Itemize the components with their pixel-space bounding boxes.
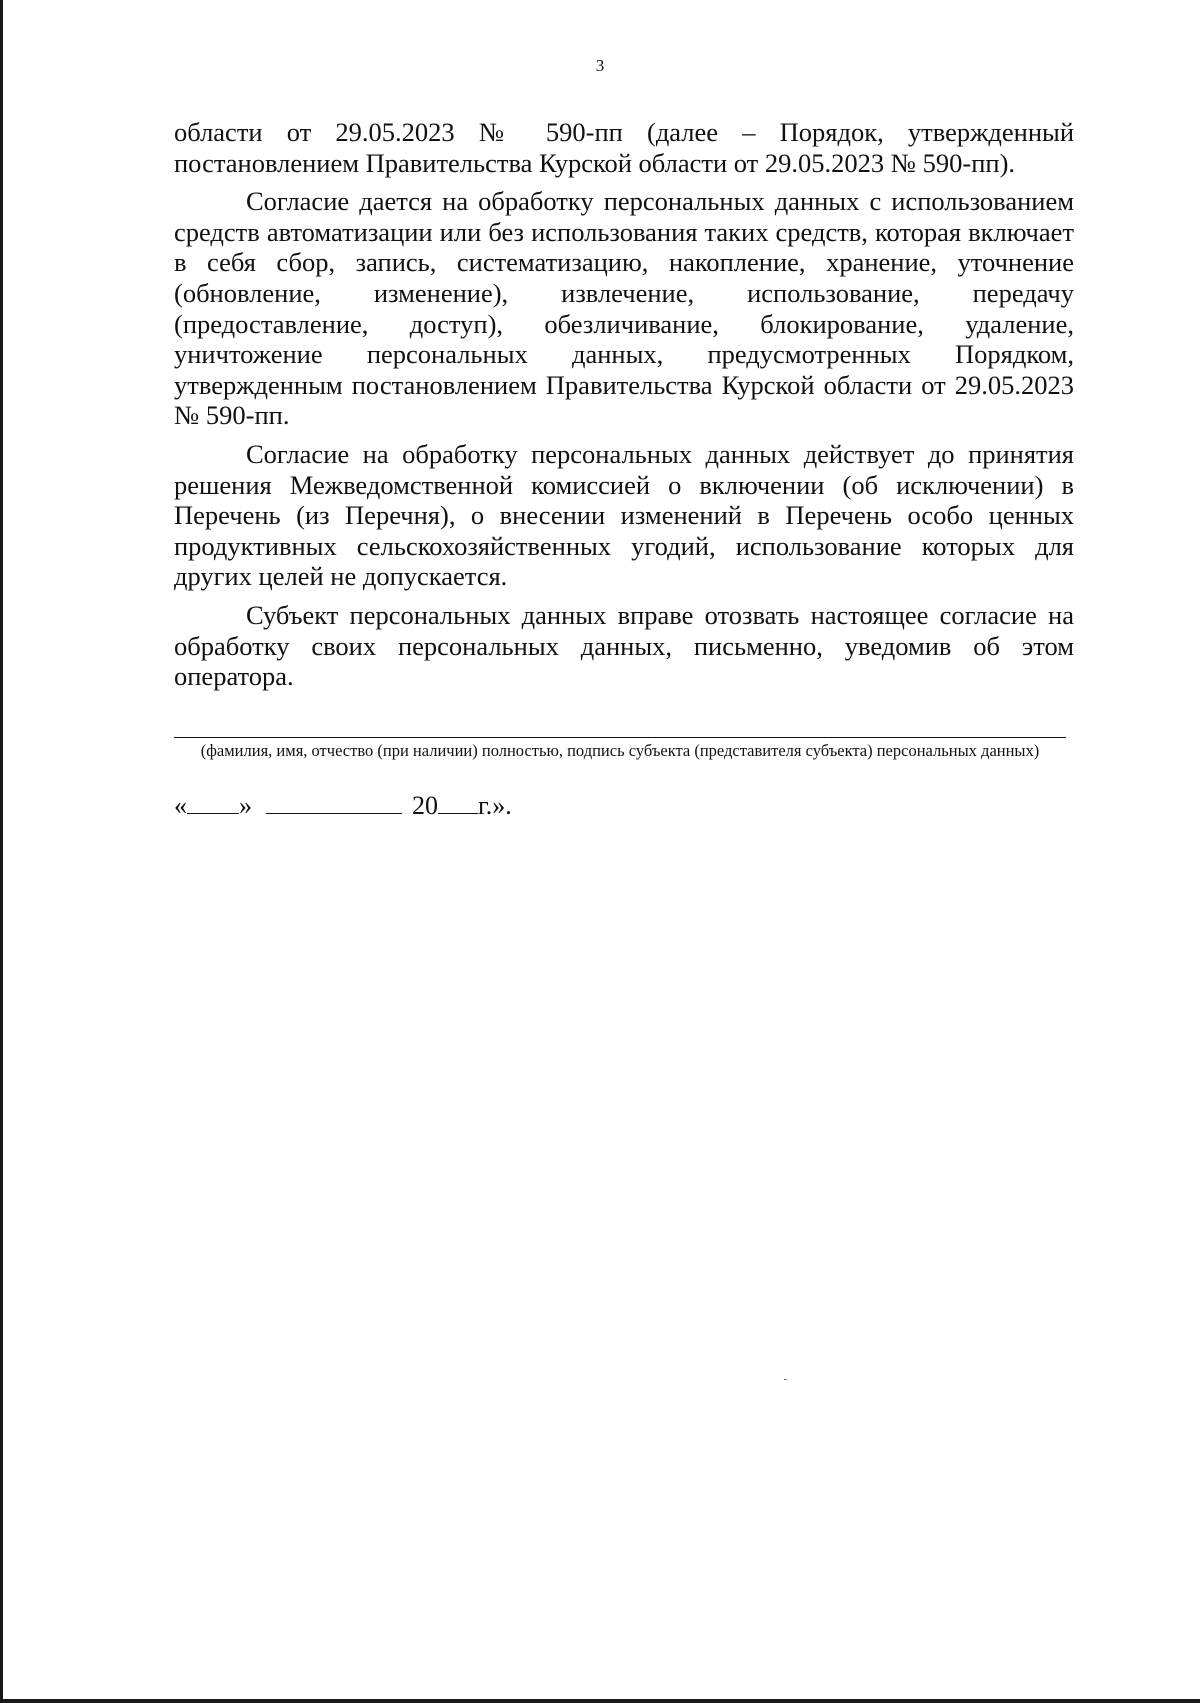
scan-edge-left xyxy=(0,0,3,1703)
scan-edge-bottom xyxy=(0,1699,1200,1703)
scan-speck xyxy=(784,1379,787,1380)
date-close-quote: » xyxy=(239,791,252,820)
signature-line xyxy=(174,737,1066,738)
date-year-blank xyxy=(438,791,478,814)
paragraph-consent-withdrawal: Субъект персональных данных вправе отозвать настоящее согласие на обработку своих персональных данных, письменно, уведомив об этом оператора. xyxy=(174,599,1074,692)
date-day-blank xyxy=(187,791,239,814)
date-suffix: г.». xyxy=(478,791,512,820)
date-month-blank xyxy=(266,791,402,814)
page-number: 3 xyxy=(595,56,605,75)
date-open-quote: « xyxy=(174,791,187,820)
paragraph-consent-duration: Согласие на обработку персональных данных действует до принятия решения Межведомственной комиссией о включении (об исключении) в Перечень (из Перечня), о внесении изменений в Перечень особо ценных продуктивных сельскохозяйственных угодий, использование которых для других целей не допускается. xyxy=(174,438,1074,592)
signature-caption: (фамилия, имя, отчество (при наличии) полностью, подпись субъекта (представителя субъекта) персональных данных) xyxy=(200,741,1040,760)
document-body xyxy=(174,117,1074,700)
paragraph-continuation: области от 29.05.2023 № 590-пп (далее – Порядок, утвержденный постановлением Правительства Курской области от 29.05.2023 № 590-пп). xyxy=(174,117,1074,178)
paragraph-consent-scope: Согласие дается на обработку персональных данных с использованием средств автоматизации или без использования таких средств, которая включает в себя сбор, запись, систематизацию, накопление, хранение, уточнение (обновление, изменение), извлечение, использование, передачу (предоставление, доступ), обезличивание, блокирование, удаление, уничтожение персональных данных, предусмотренных Порядком, утвержденным постановлением Правительства Курской области от 29.05.2023 № 590-пп. xyxy=(174,186,1074,431)
date-year-prefix: 20 xyxy=(412,791,438,820)
date-line xyxy=(174,790,512,822)
